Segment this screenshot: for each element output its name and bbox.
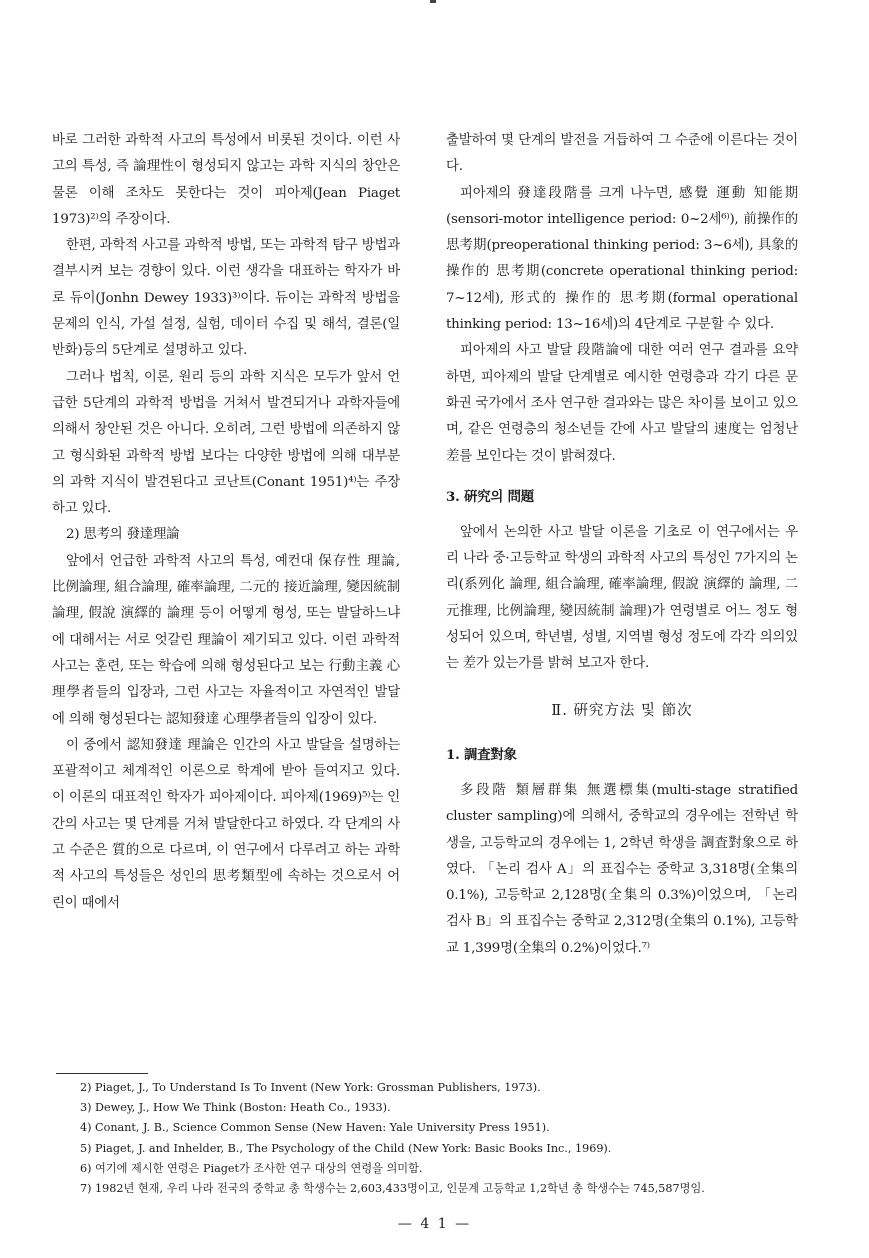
footnote: 2) Piaget, J., To Understand Is To Invent (New York: Grossman Publishers, 1973). — [80, 1081, 541, 1094]
footnote: 6) 여기에 제시한 연령은 Piaget가 조사한 연구 대상의 연령을 의미함. — [80, 1161, 423, 1175]
footnote: 3) Dewey, J., How We Think (Boston: Heath Co., 1933). — [80, 1101, 391, 1115]
paragraph: 앞에서 논의한 사고 발달 이론을 기초로 이 연구에서는 우리 나라 중·고등학교 학생의 과학적 사고의 특성인 7가지의 논리(系列化 論理, 組合論理, 確率論理, 假說 演繹的 論理, 二元推理, 比例論理, 變因統制 論理)가 연령별로 어느 정도 형성되어 있으며, 학년별, 성별, 지역별 형성 정도에 각각 의의있는 差가 있는가를 밝혀 보고자 한다. — [446, 524, 798, 672]
scan-mark — [430, 0, 436, 3]
footnote: 4) Conant, J. B., Science Common Sense (New Haven: Yale University Press 1951). — [80, 1121, 550, 1135]
paragraph: 출발하여 몇 단계의 발전을 거듭하여 그 수준에 이른다는 것이다. — [446, 133, 798, 175]
chapter-heading: Ⅱ. 硏究方法 및 節次 — [551, 702, 693, 719]
footnote: 5) Piaget, J. and Inhelder, B., The Psychology of the Child (New York: Basic Books Inc., 1969). — [80, 1141, 612, 1155]
paragraph: 이 중에서 認知發達 理論은 인간의 사고 발달을 설명하는 포괄적이고 체계적인 이론으로 학계에 받아 들여지고 있다. 이 이론의 대표적인 학자가 피아제이다. 피아제(1969)⁵⁾는 인간의 사고는 몇 단계를 거쳐 발달한다고 하였다. 각 단계의 사고 수준은 質的으로 다르며, 이 연구에서 다루려고 하는 과학적 사고의 특성들은 성인의 思考類型에 속하는 것으로서 어린이 때에서 — [52, 737, 400, 911]
paragraph: 그러나 법칙, 이론, 원리 등의 과학 지식은 모두가 앞서 언급한 5단계의 과학적 방법을 거쳐서 발견되거나 과학자들에 의해서 창안된 것은 아니다. 오히려, 그런 방법에 의존하지 않고 형식화된 과학적 방법 보다는 다양한 방법에 의해 대부분의 과학 지식이 발견된다고 코난트(Conant 1951)⁴⁾는 주장하고 있다. — [52, 369, 400, 517]
footnote-separator — [56, 1073, 148, 1074]
footnote: 7) 1982년 현재, 우리 나라 전국의 중학교 총 학생수는 2,603,433명이고, 인문계 고등학교 1,2학년 총 학생수는 745,587명임. — [80, 1182, 705, 1196]
paragraph: 피아제의 發達段階를 크게 나누면, 感覺 運動 知能期(sensori-motor intelligence period: 0~2세⁶⁾), 前操作的 思考期(preoperational thinking period: 3~6세), 具象的 操作的 思考期(concrete operational thinking period: 7~12세), 形式的 操作的 思考期(formal operational thinking period: 13~16세)의 4단계로 구분할 수 있다. — [446, 185, 798, 333]
paragraph: 한편, 과학적 사고를 과학적 방법, 또는 과학적 탐구 방법과 결부시켜 보는 경향이 있다. 이런 생각을 대표하는 학자가 바로 듀이(Jonhn Dewey 1933)³⁾이다. 듀이는 과학적 방법을 문제의 인식, 가설 설정, 실험, 데이터 수집 및 해석, 결론(일반화)등의 5단계로 설명하고 있다. — [52, 238, 400, 359]
page-number: — 4 1 — — [397, 1216, 472, 1232]
section-heading: 1. 調査對象 — [446, 746, 517, 763]
left-column — [52, 128, 400, 917]
subsection-heading: 2) 思考의 發達理論 — [66, 527, 180, 543]
section-heading: 3. 硏究의 問題 — [446, 488, 535, 505]
paragraph: 앞에서 언급한 과학적 사고의 특성, 예컨대 保存性 理論, 比例論理, 組合論理, 確率論理, 二元的 接近論理, 變因統制 論理, 假說 演繹的 論理 등이 어떻게 형성, 또는 발달하느냐에 대해서는 서로 엇갈린 理論이 제기되고 있다. 이런 과학적 사고는 훈련, 또는 학습에 의해 형성된다고 보는 行動主義 心理學者들의 입장과, 그런 사고는 자율적이고 자연적인 발달에 의해 형성된다는 認知發達 心理學者들의 입장이 있다. — [52, 553, 400, 727]
footnotes — [80, 1078, 800, 1199]
paragraph: 피아제의 사고 발달 段階論에 대한 여러 연구 결과를 요약하면, 피아제의 발달 단계별로 예시한 연령층과 각기 다른 문화권 국가에서 조사 연구한 결과와는 많은 차이를 보이고 있으며, 같은 연령층의 청소년들 간에 사고 발달의 速度는 엄청난 差를 보인다는 것이 밝혀졌다. — [446, 343, 798, 464]
right-column — [446, 128, 798, 962]
paragraph: 多段階 類層群集 無選標集(multi-stage stratified cluster sampling)에 의해서, 중학교의 경우에는 전학년 학생을, 고등학교의 경우에는 1, 2학년 학생을 調査對象으로 하였다. 「논리 검사 A」의 표집수는 중학교 3,318명(全集의 0.1%), 고등학교 2,128명(全集의 0.3%)이었으며, 「논리 검사 B」의 표집수는 중학교 2,312명(全集의 0.1%), 고등학교 1,399명(全集의 0.2%)이었다.⁷⁾ — [446, 782, 798, 956]
paragraph: 바로 그러한 과학적 사고의 특성에서 비롯된 것이다. 이런 사고의 특성, 즉 論理性이 형성되지 않고는 과학 지식의 창안은 물론 이해 조차도 못한다는 것이 피아제(Jean Piaget 1973)²⁾의 주장이다. — [52, 133, 400, 227]
